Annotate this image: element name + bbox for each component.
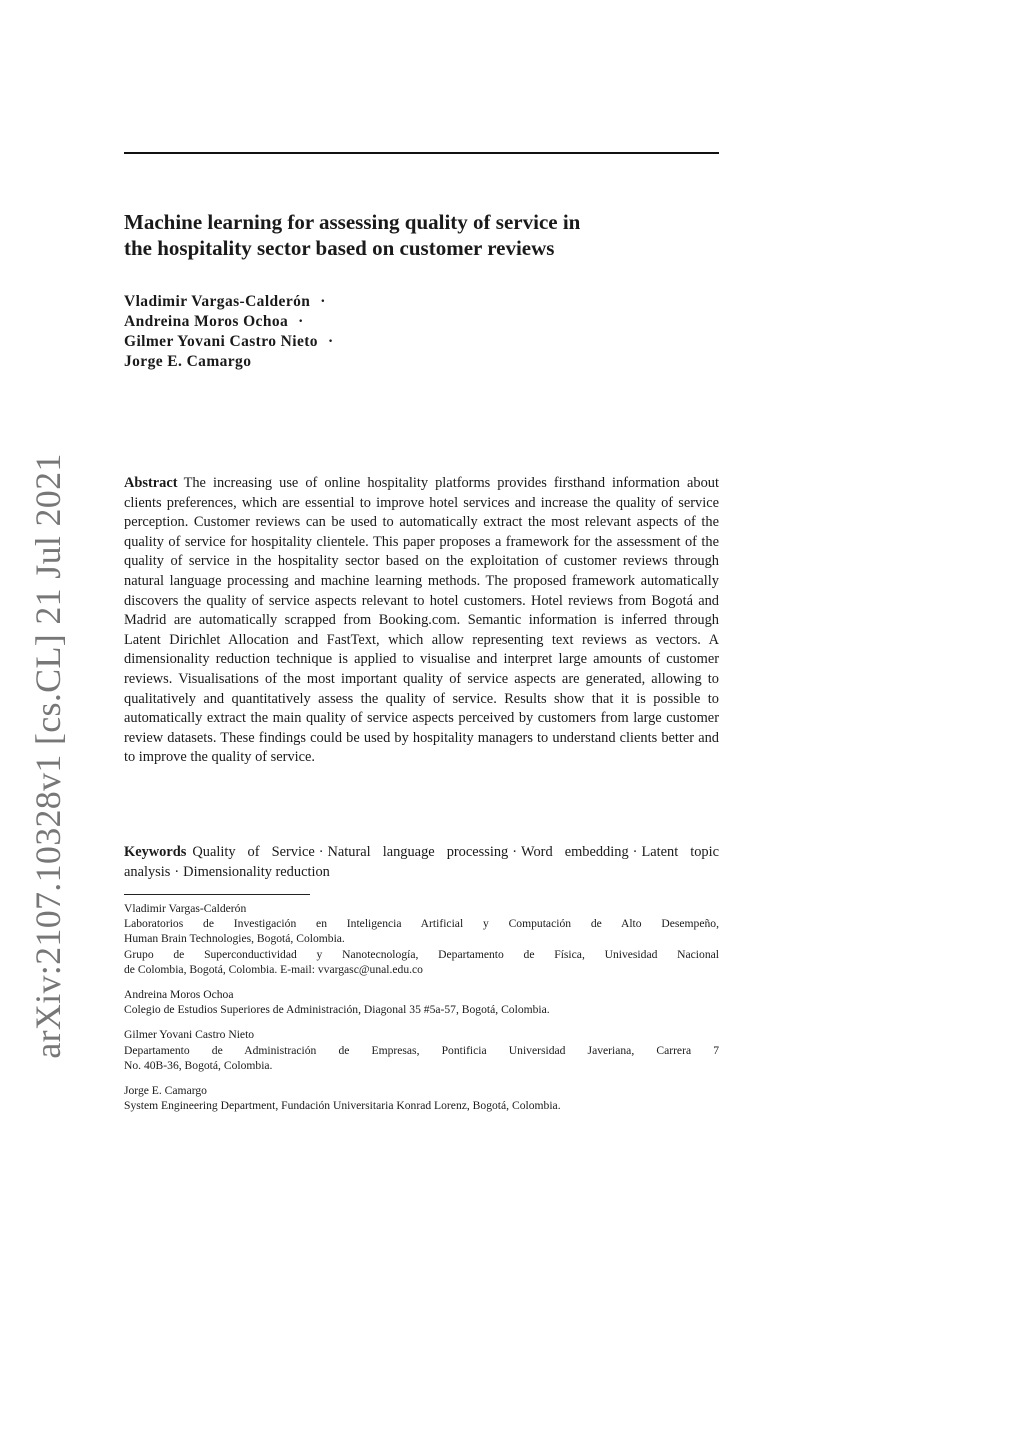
- header-rule: [124, 152, 719, 154]
- keywords-label: Keywords: [124, 844, 187, 860]
- affiliations: [124, 901, 719, 1123]
- affiliation-line: No. 40B-36, Bogotá, Colombia.: [124, 1058, 273, 1072]
- affiliation-block: [124, 1027, 719, 1073]
- keyword-separator: ·: [318, 844, 324, 860]
- author-separator: ·: [298, 313, 304, 330]
- paper-title-line-2: the hospitality sector based on customer reviews: [124, 236, 555, 260]
- author-2: [124, 312, 334, 332]
- affiliation-author-name: Andreina Moros Ochoa: [124, 988, 234, 1002]
- affiliation-block: [124, 987, 719, 1017]
- author-name: Andreina Moros Ochoa: [124, 313, 289, 330]
- affiliation-author-name: Vladimir Vargas-Calderón: [124, 902, 247, 915]
- affiliation-line: de Colombia, Bogotá, Colombia. E-mail: vvargasc@unal.edu.co: [124, 962, 423, 976]
- keyword-separator: ·: [632, 844, 638, 860]
- affiliation-line: Colegio de Estudios Superiores de Administración, Diagonal 35 #5a-57, Bogotá, Colombia.: [124, 1003, 550, 1017]
- affiliation-block: [124, 1083, 719, 1113]
- keyword: Natural language processing: [327, 844, 509, 860]
- abstract-text: The increasing use of online hospitality platforms provides firsthand information about clients preferences, which are essential to improve hotel services and increase the quality of service perception. Customer reviews can be used to automatically extract the most relevant aspects of the quality of service for hospitality clientele. This paper proposes a framework for the assessment of the quality of service in the hospitality sector based on the exploitation of customer reviews through natural language processing and machine learning methods. The proposed framework automatically discovers the quality of service aspects relevant to hotel customers. Hotel reviews from Bogotá and Madrid are automatically scrapped from Booking.com. Semantic information is inferred through Latent Dirichlet Allocation and FastText, which allow representing text reviews as vectors. A dimensionality reduction technique is applied to visualise and interpret large amounts of customer reviews. Visualisations of the most important quality of service aspects are generated, allowing to qualitatively and quantitatively assess the quality of service. Results show that it is possible to automatically extract the main quality of service aspects perceived by customers from large customer review datasets. These findings could be used by hospitality managers to understand clients better and to improve the quality of service.: [124, 475, 719, 766]
- keyword: Latent topic analysis: [124, 844, 720, 880]
- affiliation-line: Departamento de Administración de Empresas, Pontificia Universidad Javeriana, Carrera 7: [124, 1043, 719, 1057]
- abstract: [124, 474, 719, 768]
- keywords: [124, 843, 719, 882]
- author-name: Jorge E. Camargo: [124, 353, 252, 370]
- affiliation-author-name: Gilmer Yovani Castro Nieto: [124, 1028, 255, 1042]
- author-3: [124, 332, 334, 352]
- author-name: Gilmer Yovani Castro Nieto: [124, 333, 318, 350]
- affiliation-line: Laboratorios de Investigación en Inteligencia Artificial y Computación de Alto Desempeño,: [124, 917, 719, 931]
- abstract-label: Abstract: [124, 475, 178, 491]
- affiliation-line: System Engineering Department, Fundación Universitaria Konrad Lorenz, Bogotá, Colombia.: [124, 1099, 561, 1113]
- author-list: [124, 292, 334, 372]
- paper-title: [124, 209, 744, 261]
- author-separator: ·: [327, 333, 334, 350]
- author-separator: ·: [320, 293, 326, 310]
- author-4: [124, 352, 334, 372]
- author-name: Vladimir Vargas-Calderón: [124, 293, 311, 310]
- keyword: Dimensionality reduction: [183, 863, 330, 880]
- keyword: Quality of Service: [192, 844, 315, 860]
- affiliation-line: Human Brain Technologies, Bogotá, Colombia.: [124, 932, 345, 946]
- affiliation-author-name: Jorge E. Camargo: [124, 1084, 207, 1098]
- affiliation-block: [124, 901, 719, 977]
- affiliation-line: Grupo de Superconductividad y Nanotecnología, Departamento de Física, Univesidad Nacional: [124, 947, 719, 961]
- author-1: [124, 292, 334, 312]
- arxiv-identifier[interactable]: arXiv:2107.10328v1 [cs.CL] 21 Jul 2021: [28, 453, 68, 1059]
- keyword: Word embedding: [521, 844, 629, 860]
- paper-title-line-1: Machine learning for assessing quality of service in: [124, 210, 581, 234]
- keyword-separator: ·: [512, 844, 518, 860]
- keyword-separator: ·: [174, 863, 180, 880]
- footnote-rule: [124, 894, 310, 895]
